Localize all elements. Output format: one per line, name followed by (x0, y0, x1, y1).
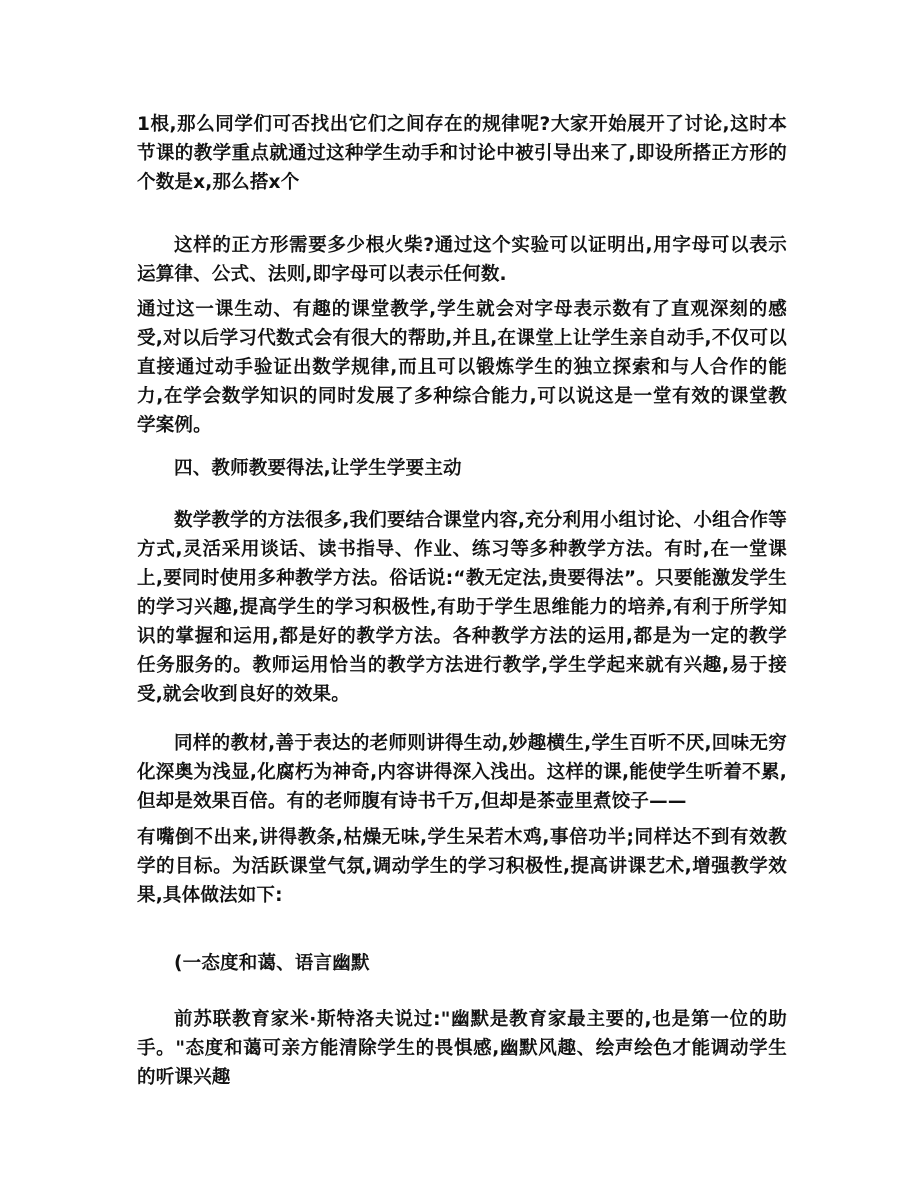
paragraph-5: 数学教学的方法很多,我们要结合课堂内容,充分利用小组讨论、小组合作等方式,灵活采用谈话、读书指导、作业、练习等多种教学方法。有时,在一堂课上,要同时使用多种教学方法。俗话说:“教无定法,贵要得法”。只要能激发学生的学习兴趣,提高学生的学习积极性,有助于学生思维能力的培养,有利于所学知识的掌握和运用,都是好的教学方法。各种教学方法的运用,都是为一定的教学任务服务的。教师运用恰当的教学方法进行教学,学生学起来就有兴趣,易于接受,就会收到良好的效果。 (137, 510, 787, 705)
paragraph-2: 这样的正方形需要多少根火柴?通过这个实验可以证明出,用字母可以表示运算律、公式、法则,即字母可以表示任何数. (137, 235, 787, 285)
subsection-heading-1: (一态度和蔼、语言幽默 (174, 953, 370, 974)
section-heading-4: 四、教师教要得法,让学生学要主动 (174, 458, 462, 479)
paragraph-1: 1根,那么同学们可否找出它们之间存在的规律呢?大家开始展开了讨论,这时本节课的教学重点就通过这种学生动手和讨论中被引导出来了,即设所搭正方形的个数是x,那么搭x个 (137, 114, 787, 193)
paragraph-9: 前苏联教育家米·斯特洛夫说过:"幽默是教育家最主要的,也是第一位的助手。"态度和蔼可亲方能清除学生的畏惧感,幽默风趣、绘声绘色才能调动学生的听课兴趣 (137, 1009, 787, 1088)
paragraph-3: 通过这一课生动、有趣的课堂教学,学生就会对字母表示数有了直观深刻的感受,对以后学习代数式会有很大的帮助,并且,在课堂上让学生亲自动手,不仅可以直接通过动手验证出数学规律,而且可以锻炼学生的独立探索和与人合作的能力,在学会数学知识的同时发展了多种综合能力,可以说这是一堂有效的课堂教学案例。 (137, 299, 787, 436)
paragraph-6: 同样的教材,善于表达的老师则讲得生动,妙趣横生,学生百听不厌,回味无穷化深奥为浅显,化腐朽为神奇,内容讲得深入浅出。这样的课,能使学生听着不累,但却是效果百倍。有的老师腹有诗书千万,但却是茶壶里煮饺子—— (137, 733, 787, 812)
paragraph-7: 有嘴倒不出来,讲得教条,枯燥无味,学生呆若木鸡,事倍功半;同样达不到有效教学的目标。为活跃课堂气氛,调动学生的学习积极性,提高讲课艺术,增强教学效果,具体做法如下: (137, 827, 787, 906)
